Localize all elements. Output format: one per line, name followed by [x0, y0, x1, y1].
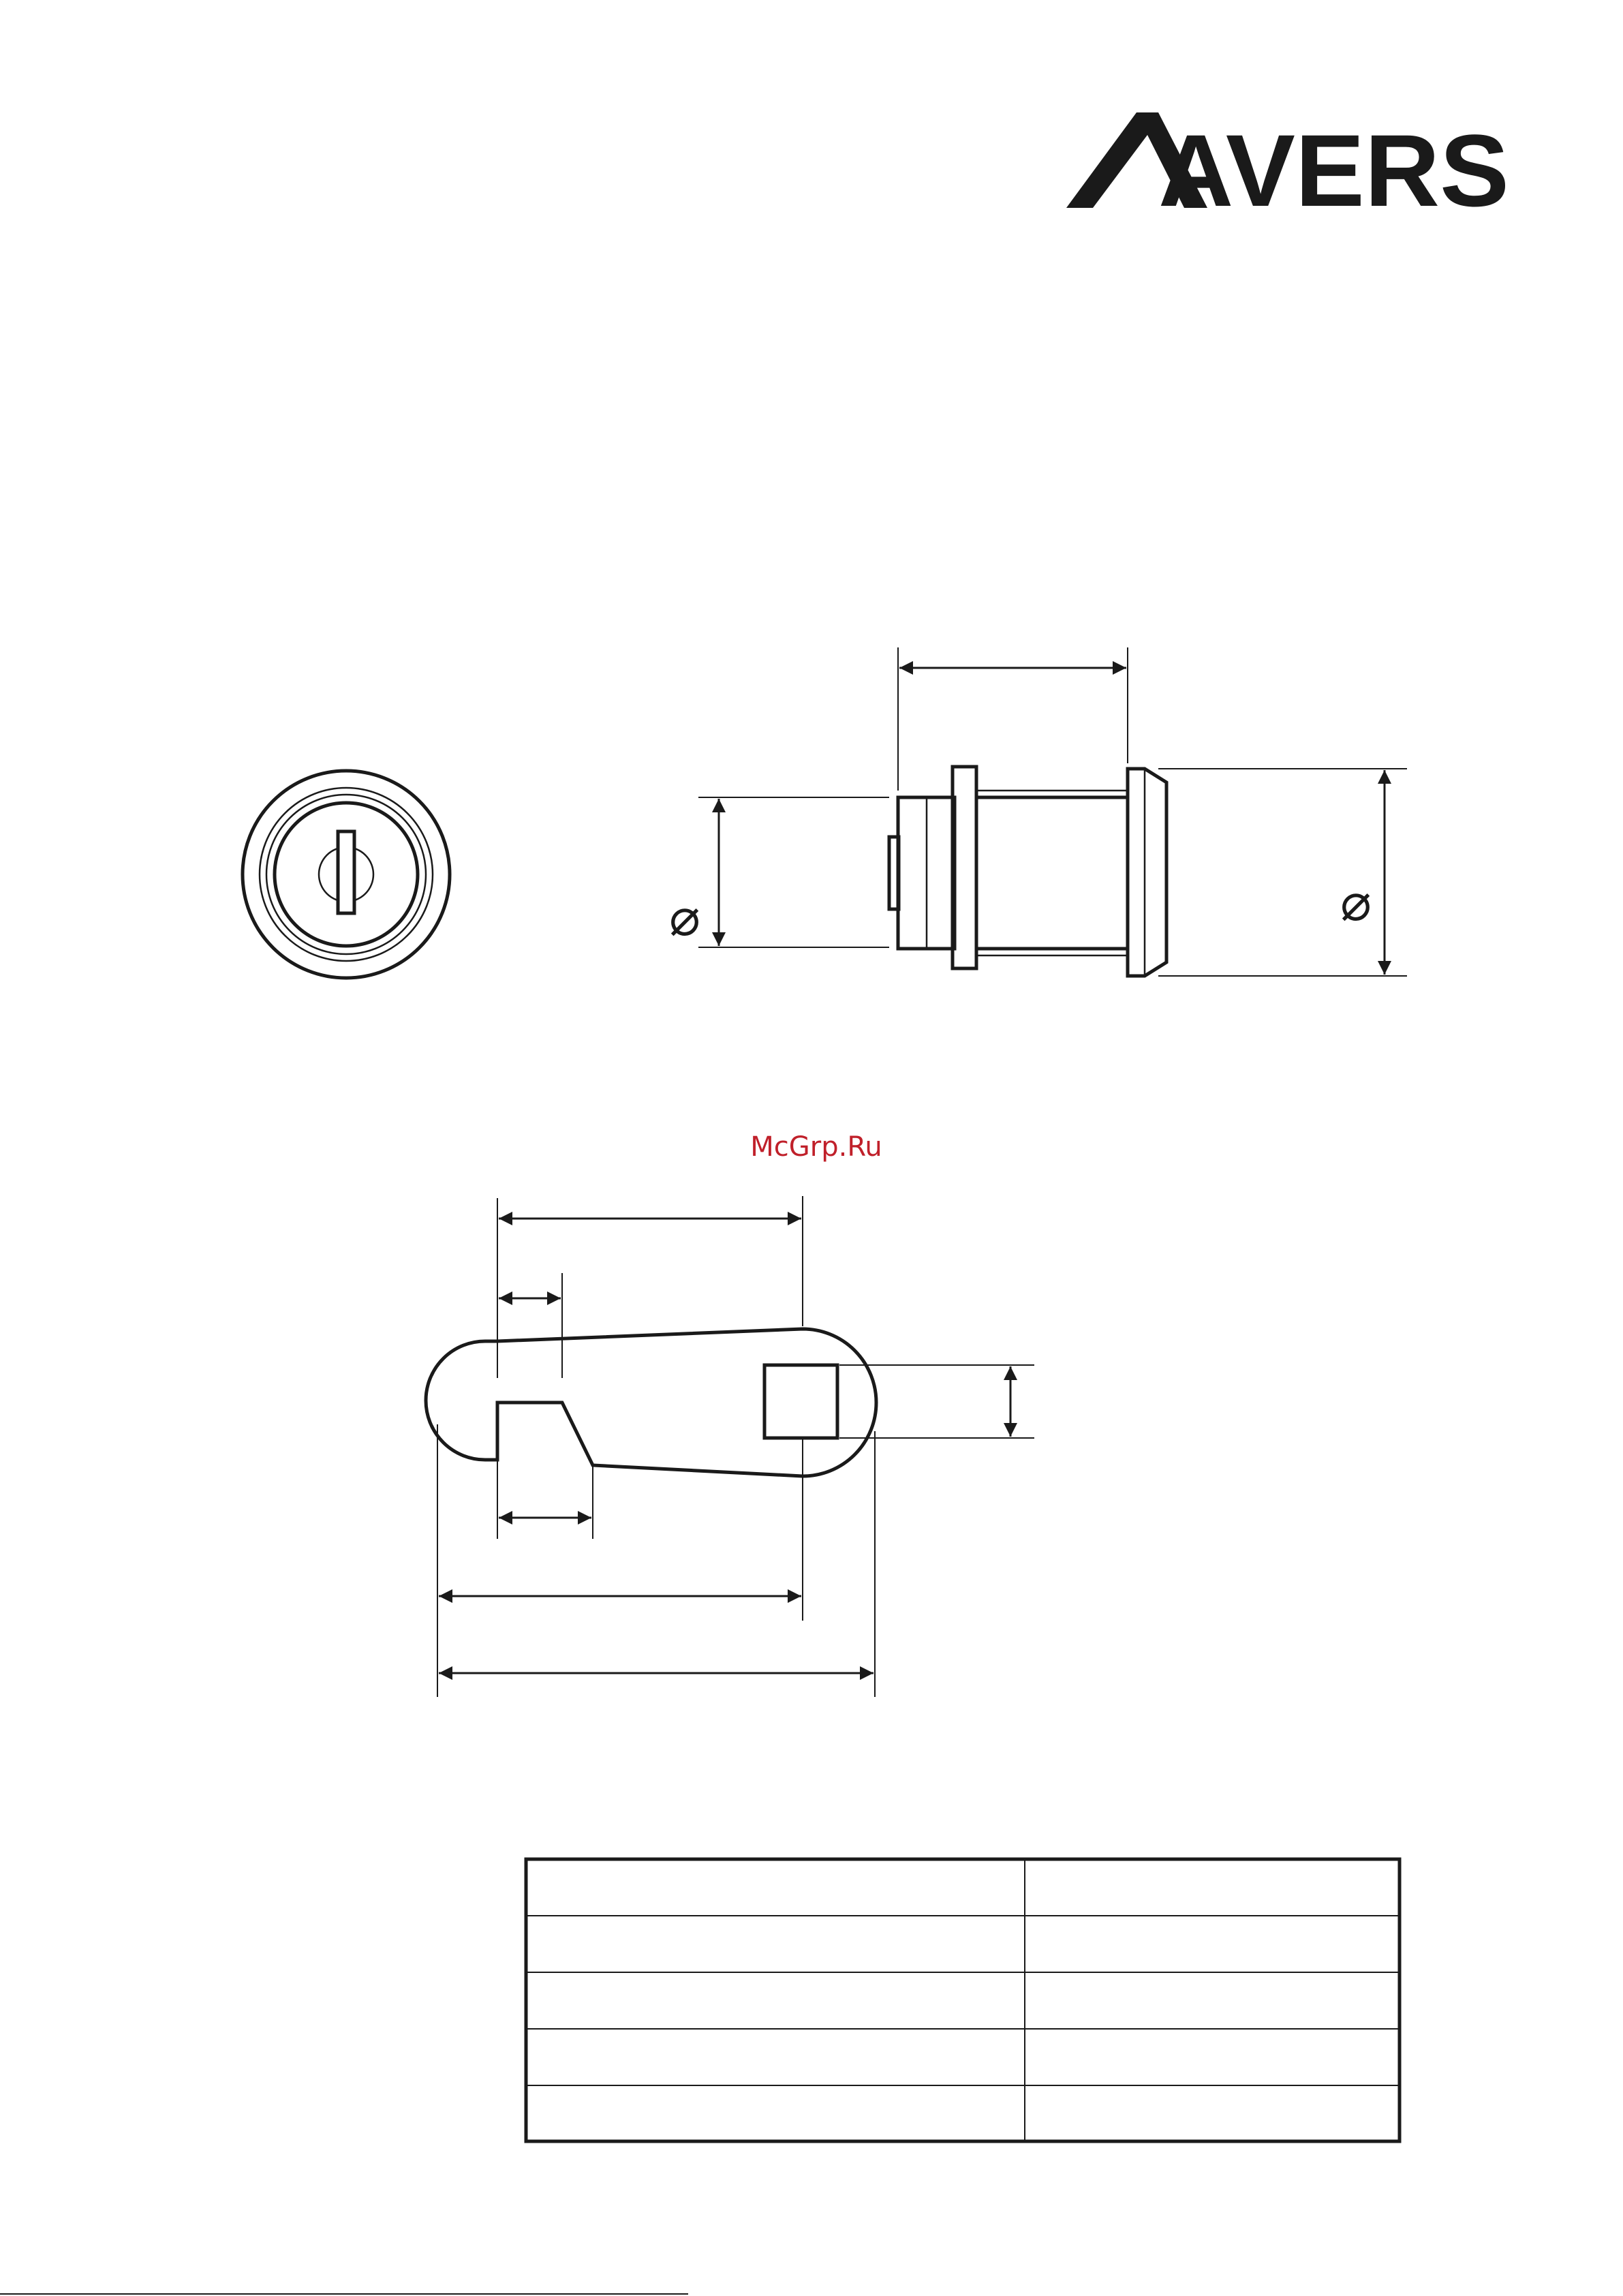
spec-table [526, 1859, 1400, 2141]
front-key-slot [338, 831, 354, 913]
brand-logo [1066, 112, 1509, 228]
diameter-symbol-right: ⌀ [1340, 872, 1372, 932]
spec-table-frame [526, 1859, 1400, 2141]
side-barrel [976, 797, 1128, 949]
watermark-text: McGrp.Ru [750, 1131, 882, 1163]
diameter-symbol-left: ⌀ [669, 887, 700, 947]
side-face-flange [1128, 769, 1166, 976]
lock-front-view [243, 771, 450, 978]
lock-side-view [698, 647, 1407, 976]
cam-plate-view [426, 1196, 1034, 1697]
cam-outline [426, 1329, 876, 1476]
logo-wordmark: AVERS [1158, 113, 1509, 228]
